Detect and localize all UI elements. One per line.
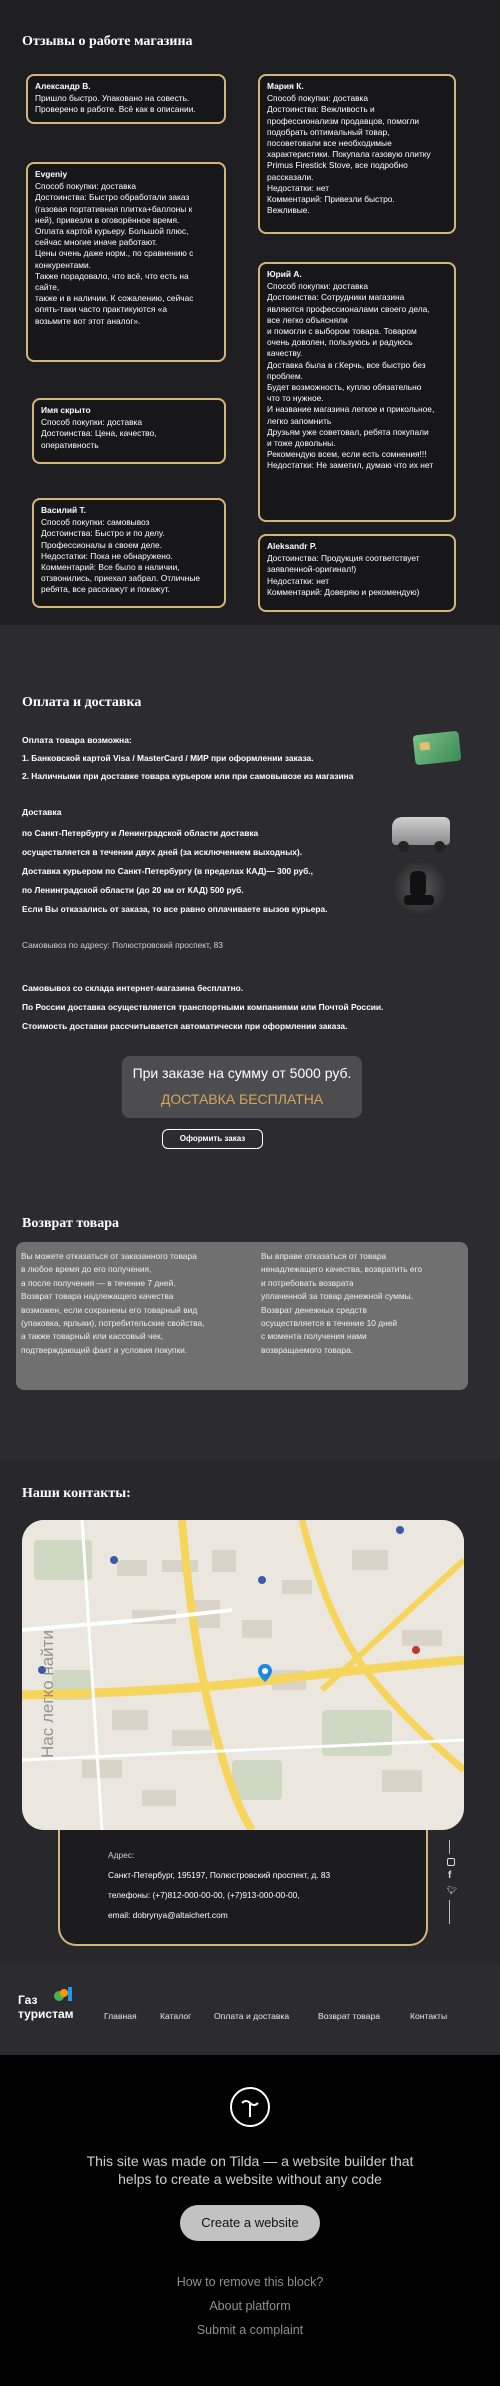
- map-graphic: [22, 1520, 464, 1830]
- review-text: Пришло быстро. Упаковано на совесть.: [35, 93, 190, 104]
- review-author: Александр В.: [35, 81, 91, 91]
- review-text: Primus Firestick Stove, все подробно: [267, 160, 408, 171]
- contacts-section: [0, 1460, 500, 1965]
- review-text: рассказали.: [267, 171, 314, 182]
- review-text: отзвонились, приехал забрал. Отличные: [41, 573, 201, 584]
- returns-text: Возврат денежных средств: [261, 1304, 367, 1315]
- review-text: Рекомендую всем, если есть сомнения!!!: [267, 449, 427, 460]
- review-text: Способ покупки: самовывоз: [41, 517, 150, 528]
- payment-option: 2. Наличными при доставке товара курьером или при самовывозе из магазина: [22, 771, 354, 781]
- review-text: Способ покупки: доставка: [267, 281, 369, 292]
- review-text: ней), привезли в оговорённое время.: [35, 214, 180, 225]
- delivery-text: осуществляется в течении двух дней (за исключением выходных).: [22, 847, 303, 857]
- returns-text: подтверждающий факт и условия покупки.: [21, 1344, 188, 1355]
- review-text: Оплата картой курьеру. Большой плюс,: [35, 226, 189, 237]
- review-text: сейчас многие иначе работают.: [35, 237, 158, 248]
- review-text: проблем.: [267, 370, 303, 381]
- nav-item-returns[interactable]: Возврат товара: [318, 2011, 381, 2021]
- returns-left-column: [21, 1250, 241, 1357]
- returns-right-column: [261, 1250, 481, 1357]
- review-card: [26, 74, 226, 124]
- review-text: Достоинства: Вежливость и: [267, 104, 375, 115]
- review-text: Комментарий: Доверяю и рекомендую): [267, 586, 420, 597]
- about-platform-link[interactable]: About platform: [209, 2299, 291, 2313]
- review-text: и тоже довольны.: [267, 438, 336, 449]
- review-card: [32, 498, 226, 608]
- map[interactable]: [22, 1520, 464, 1830]
- review-text: Недостатки: нет: [267, 575, 330, 586]
- map-pin-icon[interactable]: [258, 1664, 272, 1682]
- review-author: Василий Т.: [41, 505, 86, 515]
- review-text: оперативность: [41, 439, 99, 450]
- delivery-label: Доставка: [22, 807, 62, 817]
- returns-text: возвращаемого товара.: [261, 1344, 354, 1355]
- review-text: Будет возможность, куплю обязательно: [267, 382, 422, 393]
- delivery-text: по Санкт-Петербургу и Ленинградской области доставка: [22, 828, 259, 838]
- review-author: Aleksandr P.: [267, 541, 317, 551]
- twitter-icon[interactable]: 🐦︎: [447, 1886, 458, 1895]
- logo-icon: [52, 1987, 76, 2003]
- review-card: [258, 74, 456, 234]
- logo-text[interactable]: Газ: [18, 1993, 38, 2007]
- delivery-info: Самовывоз со склада интернет-магазина бесплатно.: [22, 983, 244, 993]
- contacts-title: Наши контакты:: [22, 1486, 131, 1501]
- review-text: Недостатки: Не заметил, думаю что их нет: [267, 460, 434, 471]
- nav-item-catalog[interactable]: Каталог: [160, 2011, 192, 2021]
- remove-block-link[interactable]: How to remove this block?: [176, 2275, 324, 2289]
- review-text: легко запомнить: [267, 415, 332, 426]
- returns-section: [0, 1190, 500, 1460]
- review-author: Evgeniy: [35, 169, 68, 179]
- review-text: возьмите вот этот аналог».: [35, 315, 141, 326]
- review-text: что то нужное.: [267, 393, 324, 404]
- create-website-button[interactable]: Create a website: [180, 2205, 320, 2241]
- facebook-icon[interactable]: f: [448, 1870, 452, 1881]
- social-links: [447, 1840, 459, 1930]
- promo-text: При заказе на сумму от 5000 руб.: [132, 1065, 352, 1081]
- review-text: заявленной-оригинал!): [267, 564, 357, 575]
- review-text: Недостатки: Пока не обнаружено.: [41, 550, 173, 561]
- review-text: Достоинства: Быстро обработали заказ: [35, 192, 190, 203]
- review-text: Цены очень даже норм., по сравнению с: [35, 248, 194, 259]
- review-text: Вежливые.: [267, 205, 310, 216]
- review-author: Мария К.: [267, 81, 304, 91]
- review-text: Комментарий: Привезли быстро.: [267, 194, 395, 205]
- returns-text: (упаковка, ярлыки), потребительские свойства,: [21, 1318, 205, 1329]
- returns-text: Возврат товара надлежащего качества: [21, 1291, 174, 1302]
- tilda-message: helps to create a website without any code: [118, 2171, 382, 2187]
- review-text: (газовая портативная плитка+баллоны к: [35, 203, 193, 214]
- review-text: качеству.: [267, 348, 303, 359]
- vertical-caption-text: Нас легко найти: [38, 1630, 57, 1758]
- review-text: и помогли с выбором товара. Товаром: [267, 326, 417, 337]
- review-text: Комментарий: Все было в наличии,: [41, 562, 180, 573]
- credit-card-icon: [413, 731, 462, 766]
- review-text: конкурентами.: [35, 259, 91, 270]
- returns-text: с момента получения нами: [261, 1331, 367, 1342]
- address-label: Адрес:: [108, 1850, 135, 1860]
- tilda-footer: [0, 2055, 500, 2386]
- returns-text: Вы вправе отказаться от товара: [261, 1251, 387, 1261]
- review-text: Проверено в работе. Всё как в описании.: [35, 104, 196, 115]
- review-text: Достоинства: Быстро и по делу.: [41, 528, 165, 539]
- delivery-van-icon: [382, 811, 458, 855]
- returns-box: [16, 1242, 468, 1390]
- delivery-info: Стоимость доставки рассчитывается автоматически при оформлении заказа.: [22, 1021, 348, 1031]
- nav-item-payment[interactable]: Оплата и доставка: [214, 2011, 290, 2021]
- review-text: Достоинства: Цена, качество,: [41, 428, 157, 439]
- review-text: Способ покупки: доставка: [41, 417, 143, 428]
- instagram-icon[interactable]: [447, 1858, 455, 1866]
- review-card: [26, 162, 226, 362]
- review-card: [258, 534, 456, 612]
- delivery-text: Если Вы отказались от заказа, то все равно оплачиваете вызов курьера.: [22, 904, 328, 914]
- phones-text: телефоны: (+7)812-000-00-00, (+7)913-000-00-00,: [108, 1890, 300, 1900]
- review-text: Способ покупки: доставка: [35, 181, 137, 192]
- returns-text: осуществляется в течение 10 дней: [261, 1318, 398, 1329]
- address-card: [58, 1830, 428, 1946]
- order-button[interactable]: Оформить заказ: [162, 1129, 263, 1149]
- review-text: профессионализм продавцов, помогли: [267, 115, 420, 126]
- review-text: ребята, все расскажут и покажут.: [41, 584, 171, 595]
- review-author: Имя скрыто: [41, 405, 91, 415]
- returns-text: а также товарный или кассовый чек,: [21, 1331, 164, 1342]
- payment-option: 1. Банковской картой Visa / MasterCard / МИР при оформлении заказа.: [22, 753, 314, 763]
- review-author: Юрий А.: [267, 269, 302, 279]
- review-text: посоветовали все необходимые: [267, 138, 392, 149]
- review-text: Недостатки: нет: [267, 182, 330, 193]
- payment-label: Оплата товара возможна:: [22, 735, 132, 745]
- tilda-logo-icon[interactable]: [230, 2087, 270, 2127]
- review-text: И название магазина легкое и прикольное,: [267, 404, 435, 415]
- email-text: email: dobrynya@altaichert.com: [108, 1910, 228, 1920]
- review-text: Профессионалы в своем деле.: [41, 539, 162, 550]
- submit-complaint-link[interactable]: Submit a complaint: [196, 2323, 304, 2337]
- returns-text: и потребовать возврата: [261, 1277, 354, 1288]
- review-text: все легко объясняли: [267, 314, 348, 325]
- vertical-caption: [8, 1610, 88, 1758]
- review-text: опять-таки часто практикуются «а: [35, 304, 167, 315]
- returns-text: в любое время до его получения,: [21, 1264, 152, 1275]
- review-text: Достоинства: Сотрудники магазина: [267, 292, 405, 303]
- tilda-message: This site was made on Tilda — a website builder that: [86, 2153, 414, 2169]
- review-text: характеристики. Покупала газовую плитку: [267, 149, 431, 160]
- review-text: Друзьям уже советовал, ребята покупали: [267, 426, 429, 437]
- returns-text: уплаченной за товар денежной суммы.: [261, 1291, 414, 1302]
- returns-text: возможен, если сохранены его товарный вид: [21, 1304, 198, 1315]
- returns-text: а после получения — в течение 7 дней.: [21, 1277, 176, 1288]
- reviews-title: Отзывы о работе магазина: [22, 34, 193, 49]
- returns-text: ненадлежащего качества, возвратить его: [261, 1264, 423, 1275]
- promo-highlight: ДОСТАВКА БЕСПЛАТНА: [160, 1091, 324, 1107]
- payment-title: Оплата и доставка: [22, 695, 142, 710]
- free-delivery-promo: [122, 1056, 362, 1118]
- review-card: [258, 262, 456, 522]
- delivery-text: Доставка курьером по Санкт-Петербургу (в пределах КАД)— 300 руб.,: [22, 866, 313, 876]
- review-text: подобрать оптимальный товар,: [267, 126, 390, 137]
- review-text: также и в наличии. К сожалению, сейчас: [35, 293, 194, 304]
- logo-text[interactable]: туристам: [18, 2007, 74, 2021]
- courier-icon: [390, 863, 450, 913]
- review-text: Способ покупки: доставка: [267, 93, 369, 104]
- review-text: очень доволен, пользуюсь и радуюсь: [267, 337, 413, 348]
- review-text: являются профессионалами своего дела,: [267, 303, 430, 314]
- returns-text: Вы можете отказаться от заказанного товара: [21, 1251, 197, 1261]
- reviews-section: [0, 0, 500, 625]
- nav-item-contacts[interactable]: Контакты: [410, 2011, 448, 2021]
- delivery-text: по Ленинградской области (до 20 км от КАД) 500 руб.: [22, 885, 244, 895]
- footer-nav: [0, 1965, 500, 2055]
- pickup-address: Самовывоз по адресу: Полюстровский проспект, 83: [22, 940, 223, 950]
- nav-item-home[interactable]: Главная: [104, 2011, 137, 2021]
- review-text: сайте,: [35, 282, 60, 293]
- review-text: Также порадовало, что всё, что есть на: [35, 270, 189, 281]
- review-text: Достоинства: Продукция соответствует: [267, 553, 420, 564]
- payment-section: [0, 625, 500, 1190]
- returns-title: Возврат товара: [22, 1216, 120, 1231]
- delivery-info: По России доставка осуществляется транспортными компаниями или Почтой России.: [22, 1002, 384, 1012]
- address-text: Санкт-Петербург, 195197, Полюстровский проспект, д. 83: [108, 1870, 331, 1880]
- review-text: Доставка была в г.Керчь, все быстро без: [267, 359, 426, 370]
- review-card: [32, 398, 226, 464]
